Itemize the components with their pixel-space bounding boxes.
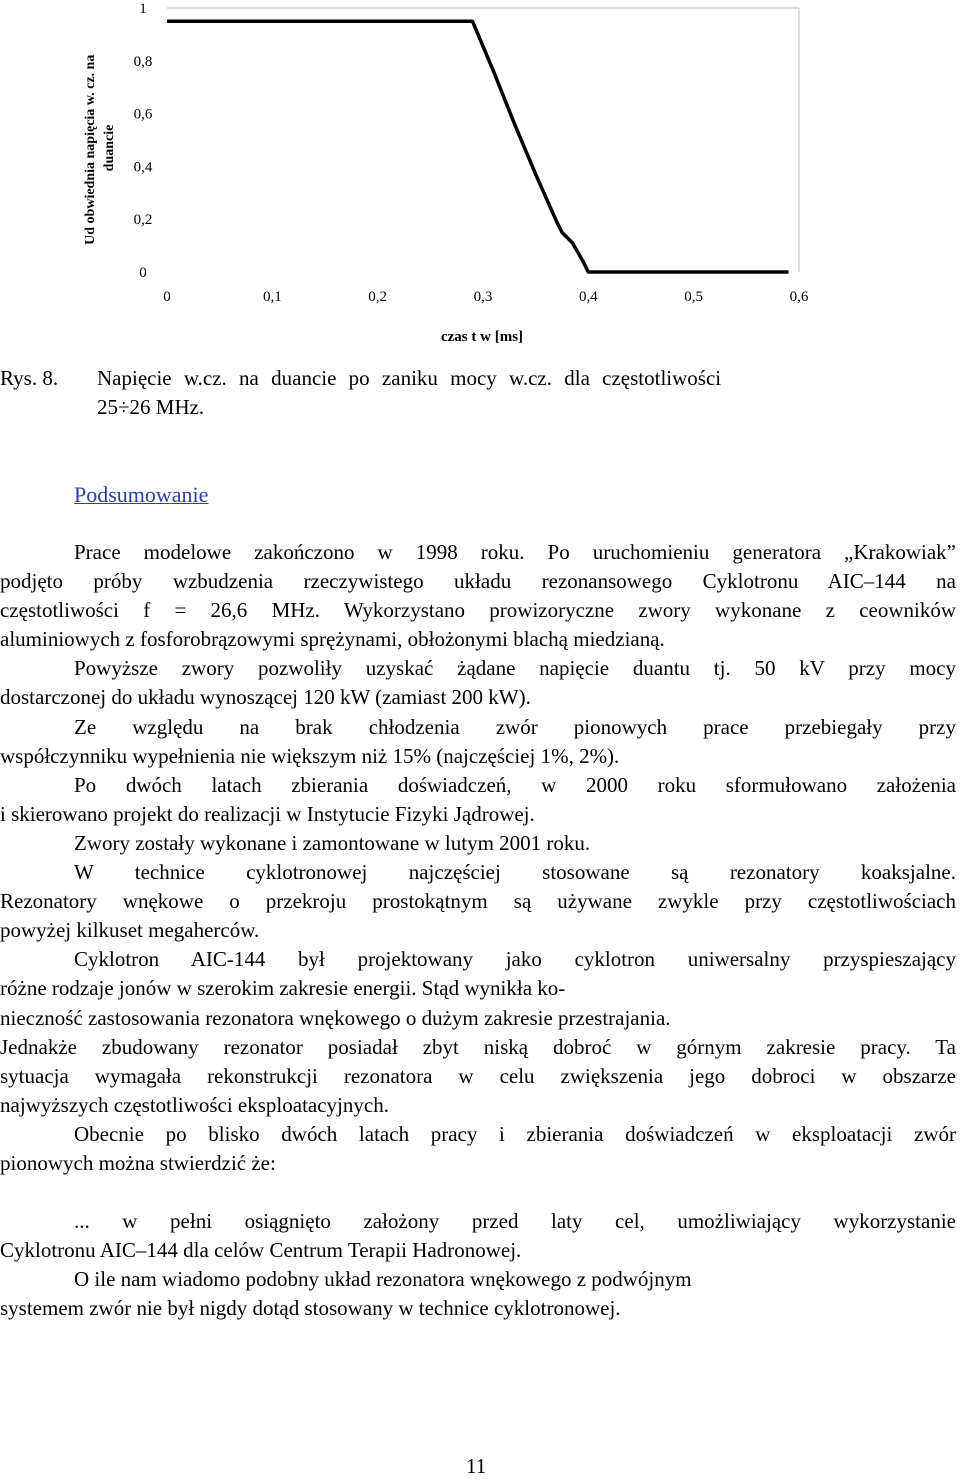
x-tick-label: 0,2 xyxy=(368,289,388,305)
text-line: O ile nam wiadomo podobny układ rezonatora wnękowego z podwójnym xyxy=(74,1267,692,1292)
text-line: Ze względu na brak chłodzenia zwór pionowych prace przebiegały przy xyxy=(74,714,956,739)
section-heading: Podsumowanie xyxy=(74,482,209,507)
x-tick-label: 0,1 xyxy=(262,289,282,305)
page-number: 11 xyxy=(466,1454,487,1478)
x-axis-label: czas t w [ms] xyxy=(440,329,524,345)
text-line: Rezonatory wnękowe o przekroju prostokątnym są używane zwykle przy częstotliwościach xyxy=(0,889,956,914)
text-line: i skierowano projekt do realizacji w Instytucie Fizyki Jądrowej. xyxy=(0,801,535,826)
text-line: podjęto próby wzbudzenia rzeczywistego układu rezonansowego Cyklotronu AIC–144 na xyxy=(0,569,956,594)
text-line: Obecnie po blisko dwóch latach pracy i zbierania doświadczeń w eksploatacji zwór xyxy=(74,1121,956,1146)
voltage-decay-chart xyxy=(0,0,960,360)
text-line: różne rodzaje jonów w szerokim zakresie energii. Stąd wynikła ko- xyxy=(0,976,566,1001)
y-tick-label: 0,6 xyxy=(133,106,153,123)
x-tick-label: 0,6 xyxy=(789,289,809,305)
text-line: częstotliwości f = 26,6 MHz. Wykorzystano prowizoryczne zwory wykonane z ceowników xyxy=(0,598,956,623)
text-line: nieczność zastosowania rezonatora wnękowego o dużym zakresie przestrajania. xyxy=(0,1005,671,1030)
text-line: ... w pełni osiągnięto założony przed laty cel, umożliwiający wykorzystanie xyxy=(74,1209,956,1234)
text-line: Cyklotronu AIC–144 dla celów Centrum Terapii Hadronowej. xyxy=(0,1238,522,1263)
text-line: systemem zwór nie był nigdy dotąd stosowany w technice cyklotronowej. xyxy=(0,1296,621,1321)
text-line: współczynniku wypełnienia nie większym niż 15% (najczęściej 1%, 2%). xyxy=(0,743,620,768)
text-line: W technice cyklotronowej najczęściej stosowane są rezonatory koaksjalne. xyxy=(74,860,956,885)
y-tick-label: 0,4 xyxy=(133,159,153,176)
text-line: najwyższych częstotliwości eksploatacyjnych. xyxy=(0,1092,389,1117)
text-line: Zwory zostały wykonane i zamontowane w lutym 2001 roku. xyxy=(74,830,591,855)
text-line: Prace modelowe zakończono w 1998 roku. Po uruchomieniu generatora „Krakowiak” xyxy=(74,540,956,564)
text-line: Powyższe zwory pozwoliły uzyskać żądane napięcie duantu tj. 50 kV przy mocy xyxy=(74,656,956,681)
x-tick-label: 0,3 xyxy=(473,289,493,305)
figure-label: Rys. 8. xyxy=(0,366,59,390)
figure-caption-line-1: Napięcie w.cz. na duancie po zaniku mocy w.cz. dla częstotliwości xyxy=(97,366,722,390)
text-line: Cyklotron AIC-144 był projektowany jako cyklotron uniwersalny przyspieszający xyxy=(74,947,956,972)
body-text xyxy=(0,538,956,1324)
text-line: dostarczonej do układu wynoszącej 120 kW (zamiast 200 kW). xyxy=(0,685,531,710)
y-axis-label: Ud obwiednia napięcia w. cz. na duancie xyxy=(83,54,117,245)
text-line: Po dwóch latach zbierania doświadczeń, w 2000 roku sformułowano założenia xyxy=(74,772,956,797)
blank-line xyxy=(0,1178,956,1207)
y-tick-label: 0 xyxy=(139,265,147,281)
text-line: Jednakże zbudowany rezonator posiadał zbyt niską dobroć w górnym zakresie pracy. Ta xyxy=(0,1034,956,1059)
y-tick-label: 0,8 xyxy=(133,53,153,70)
x-tick-label: 0,4 xyxy=(578,289,598,305)
figure-caption-line-2: 25÷26 MHz. xyxy=(97,395,205,419)
series-line xyxy=(167,21,788,272)
text-line: powyżej kilkuset megaherców. xyxy=(0,918,260,943)
x-tick-label: 0 xyxy=(163,289,171,305)
y-tick-label: 1 xyxy=(139,1,147,17)
text-line: sytuacja wymagała rekonstrukcji rezonatora w celu zwiększenia jego dobroci w obszarze xyxy=(0,1063,956,1088)
x-tick-label: 0,5 xyxy=(684,289,704,305)
text-line: pionowych można stwierdzić że: xyxy=(0,1150,276,1175)
y-tick-label: 0,2 xyxy=(133,212,153,229)
text-line: aluminiowych z fosforobrązowymi sprężynami, obłożonymi blachą miedzianą. xyxy=(0,627,665,652)
